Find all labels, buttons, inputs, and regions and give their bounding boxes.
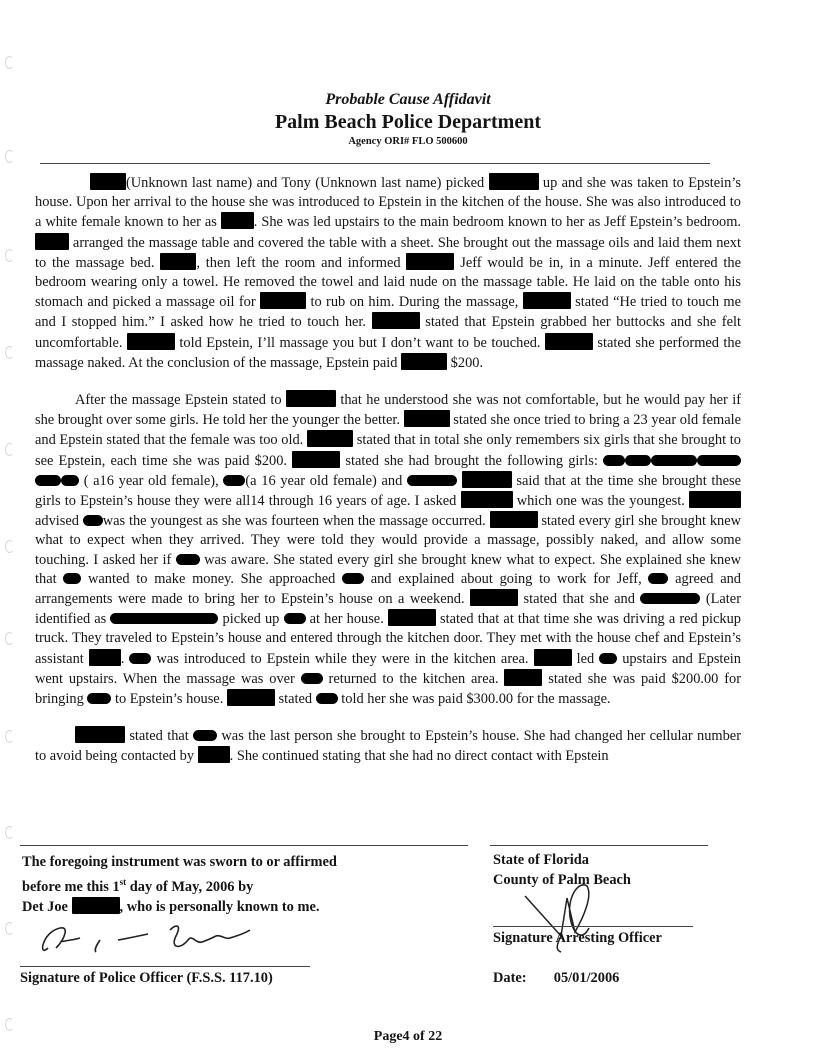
date-value: 05/01/2006: [553, 970, 620, 986]
redaction-block: [372, 312, 420, 329]
paragraph-text: to rub on him. During the massage,: [306, 294, 523, 311]
redaction-blot: [87, 693, 111, 704]
punch-hole: [5, 150, 14, 163]
redaction-block: [227, 689, 275, 706]
redaction-blot: [648, 573, 668, 584]
redaction-blot: [193, 730, 217, 741]
redaction-block: [401, 353, 447, 370]
date-row: [493, 970, 619, 987]
paragraph-text: stated every girl she brought knew what to expect when they arrived. They were told they would provide a massage, possibly naked, and allow some touching. I asked her if: [35, 513, 741, 568]
paragraph-text: stated that she and: [518, 591, 641, 608]
punch-hole: [5, 56, 14, 69]
redaction-block: [462, 471, 512, 488]
department-name: Palm Beach Police Department: [274, 111, 542, 133]
police-signature-line: [20, 966, 310, 967]
affidavit-body: [35, 173, 741, 784]
footer-rule-right: [490, 845, 708, 846]
paragraph-text: to Epstein’s house.: [111, 691, 227, 708]
paragraph-text: (Unknown last name) and Tony (Unknown last name) picked: [126, 175, 489, 191]
page-of: of: [413, 1029, 425, 1044]
sworn-line-2: [22, 872, 337, 897]
date-label: Date:: [493, 970, 527, 986]
agency-ori: Agency ORI# FLO 500600: [348, 136, 468, 147]
redaction-blot: [284, 613, 306, 624]
paragraph-text: that he understood she was not comfortable, but he would pay her if she brought over some girls. He told her the younger the better.: [35, 392, 742, 429]
redaction-blot: [129, 653, 151, 664]
redaction-block: [35, 233, 69, 250]
redaction-blot: [301, 673, 323, 684]
paragraph-text: stated she had brought the following girls:: [340, 452, 603, 469]
punch-hole: [5, 540, 14, 553]
redaction-blot: [640, 593, 700, 604]
police-signature-label: Signature of Police Officer (F.S.S. 117.10): [20, 970, 273, 986]
header-rule: [40, 163, 710, 164]
redaction-blot: [61, 475, 79, 486]
police-signature: [30, 918, 270, 966]
redaction-blot: [407, 475, 457, 486]
paragraph-text: , then left the room and informed: [196, 254, 407, 271]
paragraph-text: stated she performed the massage naked. At the conclusion of the massage, Epstein paid: [35, 334, 741, 371]
paragraph-text: told Epstein, I’ll massage you but I don’t want to be touched.: [174, 334, 545, 351]
affidavit-paragraph: [35, 173, 741, 373]
paragraph-text: agreed and arrangements were made to bring her to Epstein’s house on a weekend.: [35, 570, 741, 608]
detective-prefix: Det Joe: [22, 898, 72, 915]
paragraph-text: was introduced to Epstein while they were in the kitchen area.: [151, 650, 534, 667]
redaction-block: [127, 333, 175, 350]
redaction-block: [160, 253, 196, 270]
redaction-block: [534, 649, 572, 666]
page-prefix: Page: [373, 1029, 403, 1044]
redaction-blot: [651, 455, 697, 466]
sworn-date-post: day of May, 2006 by: [126, 878, 254, 895]
paragraph-text: was the youngest as she was fourteen when the massage occurred.: [102, 513, 490, 530]
redaction-blot: [223, 475, 245, 486]
arresting-signature-line: [493, 926, 693, 927]
punch-hole: [5, 346, 14, 359]
paragraph-text: [457, 473, 462, 489]
paragraph-text: stated she once tried to bring a 23 year old female and Epstein stated that the female was too old.: [35, 412, 741, 449]
redaction-block: [545, 333, 593, 350]
paragraph-text: stated she was paid $200.00 for bringing: [35, 670, 742, 708]
redaction-blot: [63, 573, 81, 584]
paragraph-text: which one was the youngest.: [512, 493, 689, 510]
redaction-block: [198, 746, 230, 763]
paragraph-text: $200.: [447, 354, 484, 371]
footer-rule: [20, 845, 468, 846]
affidavit-paragraph: [35, 390, 741, 709]
page-number: [0, 1029, 816, 1045]
paragraph-text: was the last person she brought to Epstein’s house. She had changed her cellular number to avoid being contacted by: [35, 728, 741, 765]
punch-hole: [5, 249, 14, 262]
paragraph-text: said that at the time she brought these girls to Epstein’s house they were all14 through 16 years of age. I asked: [35, 472, 742, 510]
paragraph-text: led: [571, 650, 600, 667]
redaction-blot: [342, 573, 364, 584]
paragraph-text: advised: [35, 513, 83, 530]
redaction-block: [90, 173, 126, 190]
detective-suffix: , who is personally known to me.: [119, 898, 320, 915]
paragraph-text: . She continued stating that she had no direct contact with Epstein: [229, 748, 609, 765]
affidavit-paragraph: [35, 726, 741, 766]
paragraph-text: After the massage Epstein stated to: [75, 392, 286, 409]
redaction-block: [404, 410, 450, 427]
redaction-block: [490, 511, 538, 528]
redaction-block: [388, 609, 436, 626]
paragraph-text: stated that Epstein grabbed her buttocks and she felt uncomfortable.: [35, 314, 741, 351]
redaction-blot: [625, 455, 651, 466]
redaction-block: [406, 253, 454, 270]
paragraph-text: picked up: [218, 611, 284, 628]
redaction-block: [286, 390, 336, 407]
sworn-date-sup: st: [119, 877, 127, 887]
redaction-block: [461, 491, 513, 508]
redaction-block: [470, 589, 518, 606]
detective-line: [22, 897, 337, 917]
paragraph-text: at her house.: [305, 611, 388, 628]
paragraph-text: (a 16 year old female) and: [245, 472, 407, 489]
paragraph-text: arranged the massage table and covered the table with a sheet. She brought out the massage oils and laid them next to the massage bed.: [35, 234, 741, 271]
paragraph-text: stated “He tried to touch me and I stopped him.” I asked how he tried to touch her.: [35, 294, 742, 331]
redaction-blot: [110, 613, 218, 624]
redaction-blot: [35, 475, 61, 486]
paragraph-text: ( a16 year old female),: [79, 472, 224, 489]
paragraph-text: stated that in total she only remembers six girls that she brought to see Epstein, each time she was paid $200.: [35, 432, 741, 469]
paragraph-text: was aware. She stated every girl she brought knew what to expect. She explained she knew that: [35, 551, 742, 587]
paragraph-text: .: [120, 650, 130, 667]
punch-hole: [5, 632, 14, 645]
punch-hole: [5, 826, 14, 839]
paragraph-text: . She was led upstairs to the main bedroom known to her as Jeff Epstein’s bedroom.: [253, 214, 742, 231]
redaction-blot: [603, 455, 625, 466]
sworn-line-1: The foregoing instrument was sworn to or affirmed: [22, 854, 337, 870]
paragraph-text: stated that at that time she was driving a red pickup truck. They traveled to Epstein’s house and entered through the kitchen door. They met with the house chef and Epstein’s assistant: [35, 611, 741, 667]
document-header: [0, 90, 816, 149]
sworn-date-pre: before me this 1: [22, 878, 120, 895]
paragraph-text: up and she was taken to Epstein’s house. Upon her arrival to the house she was introduced to Epstein in the kitchen of the house. She was also introduced to a white female known to her as: [35, 175, 741, 231]
county-label: County of Palm Beach: [493, 872, 631, 888]
punch-hole: [5, 922, 14, 935]
punch-hole: [5, 443, 14, 456]
paragraph-text: upstairs and Epstein went upstairs. When the massage was over: [35, 650, 741, 687]
paragraph-text: stated that: [125, 728, 194, 745]
redaction-blot: [599, 653, 617, 664]
page-total: 22: [428, 1029, 443, 1044]
paragraph-text: (Later identified as: [35, 591, 741, 628]
state-label: State of Florida: [493, 852, 589, 868]
paragraph-text: told her she was paid $300.00 for the massage.: [337, 691, 611, 708]
redaction-block: [523, 292, 571, 309]
paragraph-text: returned to the kitchen area.: [322, 670, 505, 687]
paragraph-text: wanted to make money. She approached: [81, 570, 342, 587]
redaction-blot: [316, 693, 338, 704]
redaction-block: [292, 451, 340, 468]
affidavit-title: Probable Cause Affidavit: [325, 91, 491, 108]
page-current: 4: [402, 1029, 410, 1044]
redaction-blot: [176, 554, 200, 565]
redaction-blot: [83, 515, 103, 526]
redaction-blot: [697, 455, 741, 466]
arresting-signature-label: Signature Arresting Officer: [493, 930, 662, 946]
redaction-block: [489, 173, 539, 190]
redaction-block: [89, 649, 121, 666]
paragraph-text: Jeff would be in, in a minute. Jeff entered the bedroom wearing only a towel. He removed the towel and laid nude on the massage table. He laid on the table onto his stomach and picked a massage oil for: [35, 254, 742, 311]
redaction-block: [689, 491, 741, 508]
redaction-block: [307, 430, 353, 447]
sworn-statement: [22, 852, 337, 917]
redaction-block: [504, 669, 542, 686]
redaction-block: [72, 897, 120, 914]
redaction-block: [260, 292, 306, 309]
paragraph-text: and explained about going to work for Jeff,: [364, 570, 649, 587]
redaction-block: [75, 726, 125, 743]
paragraph-text: stated: [274, 691, 316, 708]
redaction-block: [221, 212, 254, 229]
punch-hole: [5, 730, 14, 743]
